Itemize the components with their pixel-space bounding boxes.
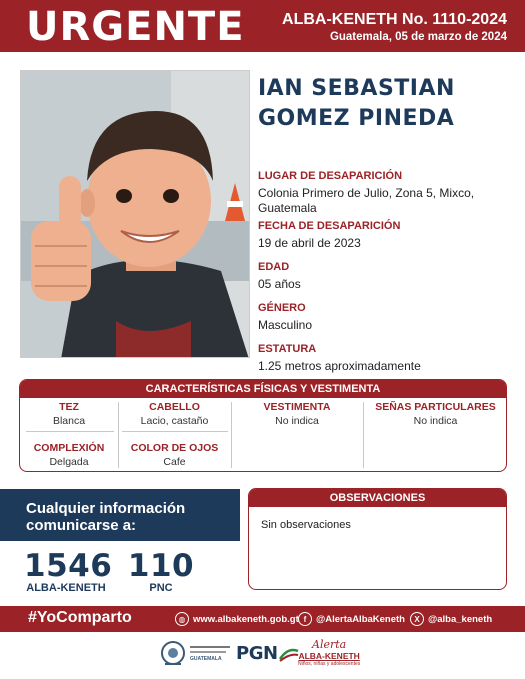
person-name-line1: IAN SEBASTIAN [258,76,455,101]
x-link[interactable] [410,612,492,626]
skin-tone-value: Blanca [52,415,86,427]
phone-label: PNC [149,582,173,594]
characteristics-panel [19,379,507,472]
build-cell [20,442,118,468]
observations-value: Sin observaciones [261,519,351,531]
website-text: www.albakeneth.gob.gt [193,613,299,625]
website-link[interactable] [175,612,299,626]
gender-value: Masculino [258,318,313,332]
location-date: Guatemala, 05 de marzo de 2024 [329,31,507,43]
clothing-value: No indica [275,415,319,427]
divider [26,431,114,432]
urgent-title: URGENTE [26,4,245,50]
phone-label: ALBA-KENETH [26,582,106,594]
coat-of-arms-icon [160,640,186,668]
footer-bar [0,606,525,632]
facebook-link[interactable] [298,612,405,626]
clothing-cell [231,401,363,427]
child-portrait-illustration [21,71,250,358]
disappearance-date-value: 19 de abril de 2023 [258,236,361,250]
x-icon: X [410,612,424,626]
age-value: 05 años [258,277,301,291]
alerta-subtitle: Niños, niñas y adolescentes [298,661,361,667]
disappearance-date-label: FECHA DE DESAPARICIÓN [258,220,401,232]
case-number: ALBA-KENETH No. 1110-2024 [282,11,507,28]
pgn-logo [236,643,300,664]
divider [190,651,226,653]
phone-alba-keneth [24,548,113,594]
hashtag: #YoComparto [28,609,132,626]
missing-person-photo [20,70,250,358]
distinguishing-marks-cell [363,401,507,427]
build-label: COMPLEXIÓN [33,442,105,454]
contact-line2: comunicarse a: [26,517,137,534]
eye-color-label: COLOR DE OJOS [130,442,219,454]
skin-tone-label: TEZ [59,401,79,413]
disappearance-place-label: LUGAR DE DESAPARICIÓN [258,170,403,182]
clothing-label: VESTIMENTA [263,401,331,413]
header-banner [0,0,525,52]
observations-panel [248,488,507,590]
pgn-swoosh-icon [278,645,300,663]
distinguishing-marks-value: No indica [413,415,458,427]
divider [122,431,228,432]
phone-pnc [126,548,196,594]
eye-color-cell [118,442,231,468]
characteristics-title: CARACTERÍSTICAS FÍSICAS Y VESTIMENTA [20,380,506,398]
build-value: Delgada [49,456,89,468]
eye-color-value: Cafe [163,456,186,468]
person-name-line2: GOMEZ PINEDA [258,106,455,131]
person-name [258,74,455,134]
phone-number: 1546 [24,548,113,584]
distinguishing-marks-label: SEÑAS PARTICULARES [375,401,496,413]
pgn-text: PGN [236,643,278,664]
globe-icon: ◍ [175,612,189,626]
gob-text: GUATEMALA [190,656,222,662]
skin-tone-cell [20,401,118,427]
hair-label: CABELLO [149,401,200,413]
alba-keneth-text: ALBA-KENETH [298,651,360,661]
divider [190,646,230,648]
phone-number: 110 [127,548,195,584]
gob-text-block [190,646,230,662]
alerta-text: Alerta [312,638,347,651]
facebook-text: @AlertaAlbaKeneth [316,613,405,625]
hair-value: Lacio, castaño [140,415,209,427]
age-label: EDAD [258,261,290,273]
x-text: @alba_keneth [428,613,493,625]
alerta-alba-keneth-logo [298,638,360,667]
contact-line1: Cualquier información [26,500,186,517]
gender-label: GÉNERO [258,302,306,314]
disappearance-place-value: Colonia Primero de Julio, Zona 5, Mixco, Guatemala [258,186,475,215]
guatemala-government-logo [160,640,230,668]
hair-cell [118,401,231,427]
observations-title: OBSERVACIONES [249,489,506,507]
contact-banner [0,489,240,541]
facebook-icon: f [298,612,312,626]
logos-row [0,638,525,674]
height-label: ESTATURA [258,343,317,355]
person-details [258,166,508,374]
height-value: 1.25 metros aproximadamente [258,359,421,373]
